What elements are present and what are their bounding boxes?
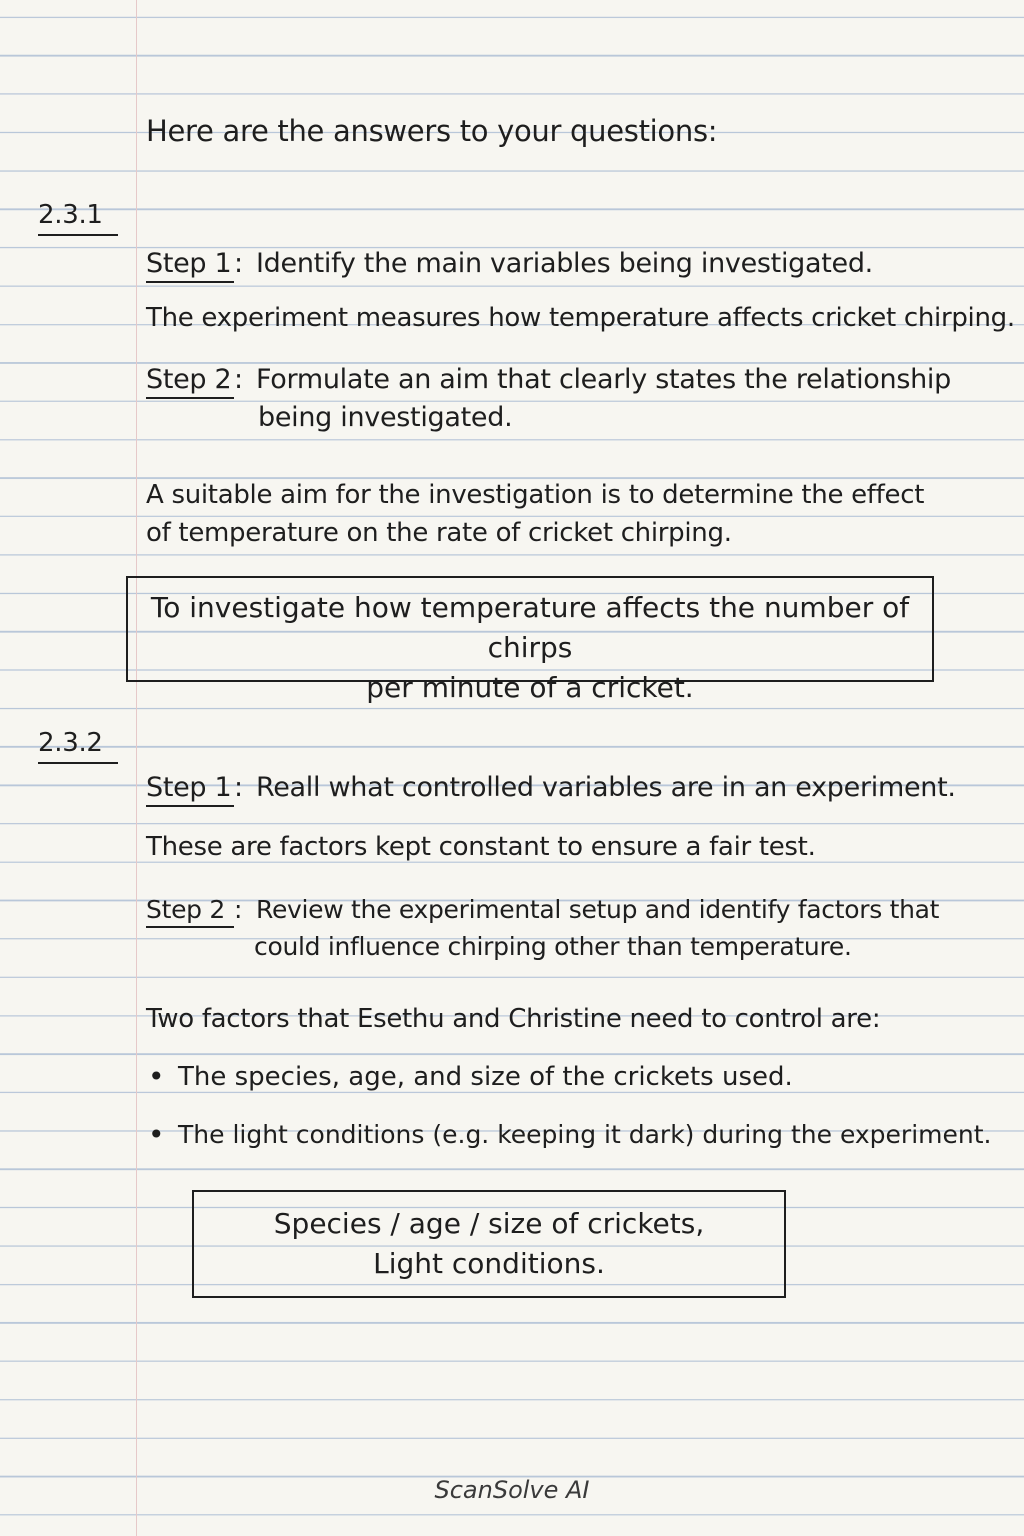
step-1: [146, 772, 956, 807]
step-label: Step 1: [146, 772, 234, 807]
answer-box: [126, 576, 934, 704]
answer-box-line: per minute of a cricket.: [366, 671, 694, 704]
intro-text: Here are the answers to your questions:: [146, 114, 718, 148]
margin-line: [136, 0, 137, 1536]
answer-box-line: Species / age / size of crickets,: [273, 1207, 705, 1240]
step-1: [146, 248, 873, 283]
step-colon: :: [234, 364, 243, 395]
step-colon: :: [234, 248, 243, 279]
step-colon: :: [234, 772, 243, 803]
step-note: The experiment measures how temperature affects cricket chirping.: [146, 303, 1015, 333]
footer-brand: ScanSolve AI: [434, 1476, 590, 1504]
step-text: Reall what controlled variables are in an experiment.: [256, 772, 956, 803]
step-text-continued: being investigated.: [258, 402, 513, 433]
step-text: Review the experimental setup and identify factors that: [256, 895, 940, 924]
answer-line: Two factors that Esethu and Christine need to control are:: [146, 1004, 881, 1034]
step-2: [146, 895, 939, 928]
step-text: Identify the main variables being investigated.: [256, 248, 873, 279]
section-number: 2.3.2: [38, 728, 118, 764]
answer-paragraph: [146, 476, 924, 552]
bullet-list: [146, 1062, 991, 1178]
answer-box: [192, 1190, 786, 1298]
step-2: [146, 364, 951, 399]
step-text: Formulate an aim that clearly states the relationship: [256, 364, 951, 395]
answer-line: A suitable aim for the investigation is to determine the effect: [146, 480, 925, 510]
step-note: These are factors kept constant to ensure a fair test.: [146, 832, 816, 862]
step-label: Step 1: [146, 248, 234, 283]
answer-box-line: To investigate how temperature affects the number of chirps: [150, 591, 910, 664]
answer-box-line: Light conditions.: [373, 1247, 605, 1280]
bullet-item: • The light conditions (e.g. keeping it dark) during the experiment.: [146, 1120, 991, 1178]
section-number: 2.3.1: [38, 200, 118, 236]
step-label: Step 2: [146, 364, 234, 399]
answer-paragraph: [146, 1000, 880, 1038]
step-label: Step 2: [146, 895, 234, 928]
step-text-continued: could influence chirping other than temperature.: [254, 932, 852, 961]
answer-line: of temperature on the rate of cricket chirping.: [146, 518, 732, 548]
bullet-item: • The species, age, and size of the crickets used.: [146, 1062, 991, 1120]
step-colon: :: [234, 895, 243, 924]
